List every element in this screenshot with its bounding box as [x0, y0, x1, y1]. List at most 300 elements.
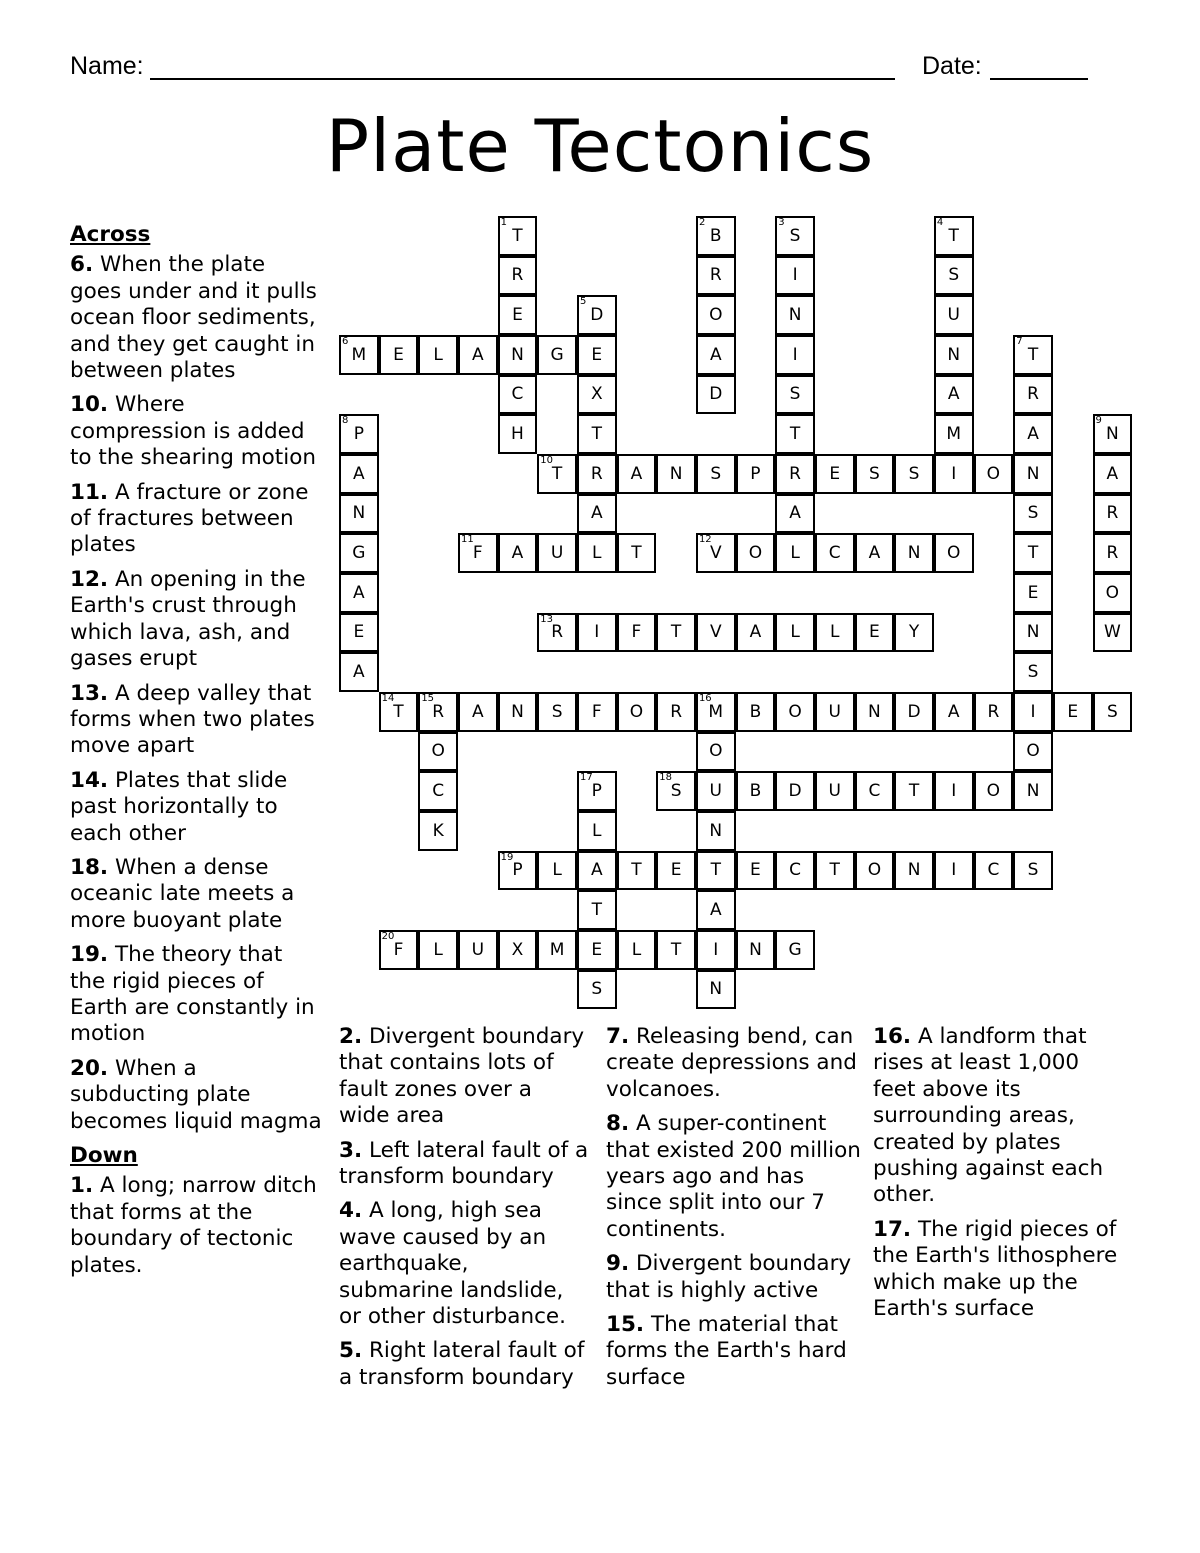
- clue-number: 12.: [70, 566, 109, 592]
- crossword-cell[interactable]: [458, 692, 498, 732]
- crossword-cell[interactable]: [934, 335, 974, 375]
- clue-across-6: [70, 252, 322, 384]
- crossword-cell[interactable]: [736, 692, 776, 732]
- crossword-cell[interactable]: [775, 335, 815, 375]
- crossword-cell[interactable]: [1013, 851, 1053, 891]
- cell-letter: N: [907, 860, 921, 881]
- clue-number: 11.: [70, 479, 109, 505]
- crossword-cell[interactable]: [577, 533, 617, 573]
- cell-letter: R: [987, 701, 1000, 722]
- cell-letter: A: [353, 582, 365, 603]
- crossword-cell[interactable]: [617, 692, 657, 732]
- crossword-cell[interactable]: [1013, 533, 1053, 573]
- crossword-cell[interactable]: [418, 811, 458, 851]
- crossword-cell[interactable]: [855, 692, 895, 732]
- cell-number: 15: [421, 692, 435, 704]
- crossword-cell[interactable]: [815, 771, 855, 811]
- crossword-cell[interactable]: [1013, 692, 1053, 732]
- crossword-cell[interactable]: [379, 692, 419, 732]
- cell-letter: N: [868, 701, 881, 722]
- crossword-cell[interactable]: [656, 613, 696, 653]
- clue-number: 7.: [606, 1024, 630, 1049]
- crossword-cell[interactable]: [498, 375, 538, 415]
- cell-letter: V: [709, 543, 722, 564]
- crossword-cell[interactable]: [696, 256, 736, 296]
- crossword-cell[interactable]: [1093, 533, 1133, 573]
- cell-letter: N: [709, 820, 723, 841]
- cell-letter: N: [947, 344, 961, 365]
- cell-letter: C: [432, 781, 445, 802]
- cell-letter: Y: [908, 622, 920, 643]
- cell-letter: A: [1027, 424, 1039, 445]
- crossword-cell[interactable]: [339, 335, 379, 375]
- crossword-cell[interactable]: [934, 454, 974, 494]
- crossword-cell[interactable]: [934, 533, 974, 573]
- crossword-cell[interactable]: [418, 930, 458, 970]
- clue-text: The theory that the rigid pieces of Earth are constantly in motion: [70, 942, 315, 1047]
- crossword-cell[interactable]: [775, 414, 815, 454]
- cell-letter: I: [792, 344, 798, 365]
- crossword-cell[interactable]: [1053, 692, 1093, 732]
- cell-letter: T: [512, 225, 523, 246]
- cell-letter: G: [352, 543, 366, 564]
- cell-letter: P: [512, 860, 523, 881]
- cell-number: 13: [540, 613, 554, 625]
- crossword-cell[interactable]: [498, 335, 538, 375]
- crossword-cell[interactable]: [339, 454, 379, 494]
- clue-text: Where compression is added to the shearing motion: [70, 392, 316, 471]
- cell-number: 11: [460, 534, 474, 546]
- crossword-cell[interactable]: [537, 851, 577, 891]
- crossword-cell[interactable]: [379, 930, 419, 970]
- cell-letter: T: [670, 939, 682, 960]
- crossword-cell[interactable]: [458, 335, 498, 375]
- crossword-cell[interactable]: [339, 414, 379, 454]
- cell-number: 7: [1016, 335, 1023, 347]
- cell-letter: N: [788, 305, 802, 326]
- crossword-cell[interactable]: [775, 613, 815, 653]
- crossword-cell[interactable]: [1013, 375, 1053, 415]
- cell-letter: T: [908, 781, 920, 802]
- cell-number: 10: [540, 454, 554, 466]
- crossword-cell[interactable]: [577, 375, 617, 415]
- cell-letter: I: [951, 781, 957, 802]
- clue-down-17: [873, 1217, 1123, 1323]
- crossword-cell[interactable]: [855, 533, 895, 573]
- cell-letter: D: [788, 781, 802, 802]
- crossword-cell[interactable]: [656, 771, 696, 811]
- cell-letter: N: [1026, 781, 1040, 802]
- crossword-cell[interactable]: [498, 216, 538, 256]
- clue-text: Right lateral fault of a transform boundary: [339, 1338, 585, 1390]
- cell-letter: N: [1106, 424, 1119, 445]
- crossword-cell[interactable]: [617, 851, 657, 891]
- cell-letter: D: [590, 305, 604, 326]
- clue-text: Left lateral fault of a transform boundary: [339, 1137, 589, 1190]
- crossword-cell[interactable]: [934, 256, 974, 296]
- cell-number: 2: [698, 217, 706, 228]
- clues-column-4: [873, 1024, 1123, 1330]
- cell-letter: N: [1026, 463, 1040, 484]
- crossword-cell[interactable]: [894, 533, 934, 573]
- clue-text: When a subducting plate becomes liquid magma: [70, 1055, 322, 1134]
- crossword-cell[interactable]: [775, 692, 815, 732]
- crossword-cell[interactable]: [498, 851, 538, 891]
- crossword-cell[interactable]: [934, 414, 974, 454]
- crossword-cell[interactable]: [974, 692, 1014, 732]
- cell-number: 3: [778, 217, 785, 228]
- crossword-cell[interactable]: [894, 851, 934, 891]
- crossword-cell[interactable]: [696, 613, 736, 653]
- crossword-cell[interactable]: [339, 652, 379, 692]
- crossword-cell[interactable]: [855, 851, 895, 891]
- crossword-cell[interactable]: [696, 375, 736, 415]
- cell-letter: B: [709, 225, 722, 246]
- crossword-cell[interactable]: [894, 771, 934, 811]
- crossword-cell[interactable]: [577, 890, 617, 930]
- cell-letter: L: [433, 344, 443, 365]
- crossword-cell[interactable]: [974, 454, 1014, 494]
- crossword-cell[interactable]: [815, 851, 855, 891]
- clue-number: 5.: [339, 1338, 363, 1364]
- clue-text: Plates that slide past horizontally to each other: [70, 767, 288, 846]
- crossword-cell[interactable]: [696, 851, 736, 891]
- down-heading: Down: [70, 1143, 138, 1168]
- cell-letter: A: [590, 503, 603, 524]
- crossword-cell[interactable]: [617, 930, 657, 970]
- cell-letter: O: [748, 543, 763, 564]
- crossword-cell[interactable]: [418, 335, 458, 375]
- crossword-cell[interactable]: [696, 811, 736, 851]
- crossword-cell[interactable]: [696, 295, 736, 335]
- clue-down-9: [606, 1251, 864, 1304]
- crossword-cell[interactable]: [418, 732, 458, 772]
- across-heading: Across: [70, 222, 151, 247]
- cell-letter: U: [709, 781, 722, 802]
- cell-number: 1: [500, 217, 507, 228]
- crossword-cell[interactable]: [894, 613, 934, 653]
- crossword-cell[interactable]: [1013, 454, 1053, 494]
- crossword-cell[interactable]: [696, 454, 736, 494]
- crossword-cell[interactable]: [339, 613, 379, 653]
- cell-letter: S: [1027, 503, 1039, 524]
- clue-number: 3.: [339, 1137, 363, 1163]
- crossword-cell[interactable]: [1093, 573, 1133, 613]
- crossword-cell[interactable]: [577, 613, 617, 653]
- crossword-cell[interactable]: [1013, 652, 1053, 692]
- cell-letter: T: [551, 463, 563, 484]
- cell-letter: T: [631, 860, 642, 881]
- crossword-cell[interactable]: [775, 454, 815, 494]
- cell-letter: R: [1106, 543, 1119, 564]
- crossword-cell[interactable]: [577, 811, 617, 851]
- crossword-cell[interactable]: [736, 771, 776, 811]
- cell-letter: H: [511, 424, 524, 445]
- clue-down-3: [339, 1138, 589, 1191]
- cell-letter: O: [947, 543, 961, 564]
- cell-letter: O: [1026, 741, 1040, 762]
- crossword-cell[interactable]: [855, 771, 895, 811]
- cell-letter: U: [471, 939, 485, 960]
- cell-letter: N: [511, 344, 524, 365]
- cell-letter: N: [907, 543, 921, 564]
- clue-number: 4.: [339, 1198, 363, 1224]
- crossword-cell[interactable]: [696, 533, 736, 573]
- cell-letter: M: [351, 344, 367, 365]
- cell-letter: B: [749, 701, 762, 722]
- crossword-cell[interactable]: [656, 692, 696, 732]
- cell-letter: L: [631, 939, 642, 960]
- cell-letter: E: [670, 860, 682, 881]
- crossword-cell[interactable]: [537, 454, 577, 494]
- crossword-cell[interactable]: [775, 930, 815, 970]
- crossword-cell[interactable]: [577, 414, 617, 454]
- crossword-cell[interactable]: [775, 295, 815, 335]
- clue-number: 17.: [873, 1216, 912, 1242]
- crossword-cell[interactable]: [855, 454, 895, 494]
- crossword-cell[interactable]: [498, 533, 538, 573]
- clue-text: When the plate goes under and it pulls ocean floor sediments, and they get caught in between plates: [70, 252, 317, 384]
- crossword-cell[interactable]: [855, 613, 895, 653]
- crossword-cell[interactable]: [775, 375, 815, 415]
- crossword-cell[interactable]: [537, 335, 577, 375]
- crossword-cell[interactable]: [1013, 573, 1053, 613]
- cell-letter: N: [709, 979, 723, 1000]
- crossword-cell[interactable]: [537, 692, 577, 732]
- cell-number: 14: [381, 692, 395, 704]
- clue-text: A landform that rises at least 1,000 feet above its surrounding areas, created by plates pushing against each other.: [873, 1024, 1104, 1208]
- crossword-cell[interactable]: [1013, 335, 1053, 375]
- crossword-cell[interactable]: [1013, 732, 1053, 772]
- crossword-cell[interactable]: [577, 454, 617, 494]
- cell-letter: D: [709, 384, 723, 405]
- cell-letter: R: [590, 463, 603, 484]
- cell-letter: R: [551, 622, 564, 643]
- crossword-cell[interactable]: [498, 930, 538, 970]
- clue-number: 13.: [70, 680, 109, 706]
- crossword-cell[interactable]: [1093, 494, 1133, 534]
- crossword-cell[interactable]: [1013, 494, 1053, 534]
- crossword-cell[interactable]: [1093, 613, 1133, 653]
- cell-letter: E: [512, 305, 523, 326]
- crossword-cell[interactable]: [815, 613, 855, 653]
- clue-across-20: [70, 1056, 322, 1135]
- cell-letter: R: [1106, 503, 1119, 524]
- crossword-cell[interactable]: [617, 454, 657, 494]
- crossword-cell[interactable]: [1093, 414, 1133, 454]
- crossword-cell[interactable]: [696, 216, 736, 256]
- cell-letter: S: [1106, 701, 1118, 722]
- crossword-cell[interactable]: [736, 851, 776, 891]
- crossword-cell[interactable]: [934, 375, 974, 415]
- clue-number: 18.: [70, 854, 109, 880]
- crossword-cell[interactable]: [617, 533, 657, 573]
- crossword-cell[interactable]: [498, 295, 538, 335]
- crossword-cell[interactable]: [894, 454, 934, 494]
- clue-down-5: [339, 1338, 589, 1391]
- crossword-cell[interactable]: [934, 851, 974, 891]
- cell-letter: S: [1027, 860, 1039, 881]
- crossword-cell[interactable]: [815, 454, 855, 494]
- crossword-cell[interactable]: [1013, 414, 1053, 454]
- clue-number: 15.: [606, 1312, 645, 1338]
- cell-letter: E: [393, 344, 404, 365]
- clue-across-13: [70, 681, 322, 760]
- clue-number: 19.: [70, 942, 109, 968]
- crossword-cell[interactable]: [418, 692, 458, 732]
- cell-letter: A: [353, 463, 365, 484]
- crossword-cell[interactable]: [934, 771, 974, 811]
- crossword-cell[interactable]: [339, 494, 379, 534]
- crossword-cell[interactable]: [934, 295, 974, 335]
- crossword-cell[interactable]: [577, 771, 617, 811]
- crossword-cell[interactable]: [577, 692, 617, 732]
- cell-letter: S: [551, 701, 563, 722]
- cell-letter: S: [789, 384, 801, 405]
- cell-letter: X: [590, 384, 603, 405]
- cell-letter: O: [1105, 582, 1120, 603]
- cell-letter: S: [591, 979, 603, 1000]
- crossword-cell[interactable]: [656, 930, 696, 970]
- crossword-cell[interactable]: [577, 851, 617, 891]
- cell-letter: T: [710, 860, 721, 881]
- crossword-cell[interactable]: [1093, 454, 1133, 494]
- cell-letter: C: [511, 384, 524, 405]
- cell-letter: A: [511, 543, 524, 564]
- crossword-cell[interactable]: [775, 216, 815, 256]
- cell-number: 17: [579, 772, 593, 784]
- crossword-cell[interactable]: [775, 771, 815, 811]
- crossword-cell[interactable]: [815, 533, 855, 573]
- crossword-cell[interactable]: [1013, 613, 1053, 653]
- crossword-cell[interactable]: [577, 295, 617, 335]
- cell-letter: I: [594, 622, 600, 643]
- cell-letter: E: [353, 622, 365, 643]
- crossword-cell[interactable]: [577, 335, 617, 375]
- cell-letter: S: [908, 463, 920, 484]
- clue-text: Divergent boundary that is highly active: [606, 1251, 852, 1303]
- clue-across-12: [70, 567, 322, 673]
- cell-letter: E: [591, 344, 603, 365]
- crossword-cell[interactable]: [577, 930, 617, 970]
- crossword-cell[interactable]: [736, 533, 776, 573]
- crossword-cell[interactable]: [775, 533, 815, 573]
- crossword-cell[interactable]: [656, 851, 696, 891]
- crossword-cell[interactable]: [458, 533, 498, 573]
- crossword-cell[interactable]: [934, 216, 974, 256]
- name-field[interactable]: [150, 78, 895, 80]
- crossword-cell[interactable]: [537, 613, 577, 653]
- crossword-cell[interactable]: [934, 692, 974, 732]
- clue-across-11: [70, 480, 322, 559]
- crossword-cell[interactable]: [775, 494, 815, 534]
- crossword-cell[interactable]: [696, 692, 736, 732]
- crossword-cell[interactable]: [418, 771, 458, 811]
- cell-letter: T: [789, 424, 801, 445]
- cell-letter: O: [431, 741, 445, 762]
- cell-letter: E: [1067, 701, 1079, 722]
- crossword-cell[interactable]: [577, 494, 617, 534]
- crossword-cell[interactable]: [894, 692, 934, 732]
- crossword-cell[interactable]: [696, 930, 736, 970]
- crossword-cell[interactable]: [775, 851, 815, 891]
- crossword-cell[interactable]: [577, 970, 617, 1010]
- crossword-cell[interactable]: [974, 851, 1014, 891]
- crossword-cell[interactable]: [696, 335, 736, 375]
- cell-letter: S: [1027, 662, 1039, 683]
- cell-number: 8: [342, 415, 349, 427]
- cell-letter: E: [829, 463, 841, 484]
- crossword-cell[interactable]: [339, 573, 379, 613]
- crossword-cell[interactable]: [379, 335, 419, 375]
- cell-letter: O: [629, 701, 644, 722]
- crossword-cell[interactable]: [696, 732, 736, 772]
- crossword-cell[interactable]: [696, 771, 736, 811]
- crossword-cell[interactable]: [656, 454, 696, 494]
- date-label: Date:: [922, 52, 982, 80]
- cell-letter: L: [829, 622, 840, 643]
- cell-letter: N: [352, 503, 366, 524]
- crossword-cell[interactable]: [339, 533, 379, 573]
- crossword-cell[interactable]: [1013, 771, 1053, 811]
- crossword-cell[interactable]: [498, 692, 538, 732]
- date-field[interactable]: [990, 78, 1088, 80]
- cell-letter: T: [1027, 344, 1039, 365]
- cell-letter: I: [1030, 701, 1036, 722]
- cell-letter: V: [709, 622, 722, 643]
- crossword-cell[interactable]: [736, 930, 776, 970]
- cell-letter: G: [550, 344, 564, 365]
- cell-letter: T: [670, 622, 682, 643]
- cell-letter: R: [432, 701, 445, 722]
- crossword-cell[interactable]: [974, 771, 1014, 811]
- cell-letter: U: [828, 701, 841, 722]
- crossword-cell[interactable]: [537, 930, 577, 970]
- clue-text: The rigid pieces of the Earth's lithosphere which make up the Earth's surface: [873, 1216, 1118, 1322]
- crossword-cell[interactable]: [1093, 692, 1133, 732]
- cell-letter: A: [353, 662, 365, 683]
- crossword-cell[interactable]: [498, 256, 538, 296]
- cell-letter: X: [511, 939, 524, 960]
- crossword-cell[interactable]: [696, 970, 736, 1010]
- cell-letter: C: [789, 860, 802, 881]
- clues-column-3: [606, 1024, 864, 1399]
- cell-letter: A: [471, 701, 484, 722]
- cell-letter: F: [591, 701, 602, 722]
- cell-letter: L: [552, 860, 562, 881]
- crossword-cell[interactable]: [775, 256, 815, 296]
- cell-letter: T: [591, 900, 602, 921]
- cell-number: 20: [381, 930, 395, 942]
- crossword-cell[interactable]: [736, 613, 776, 653]
- crossword-cell[interactable]: [617, 613, 657, 653]
- cell-letter: F: [631, 622, 642, 643]
- clue-number: 8.: [606, 1111, 630, 1137]
- cell-number: 6: [342, 335, 349, 347]
- cell-letter: M: [549, 939, 565, 960]
- crossword-cell[interactable]: [696, 890, 736, 930]
- clue-text: A fracture or zone of fractures between plates: [70, 479, 309, 558]
- crossword-cell[interactable]: [815, 692, 855, 732]
- clue-text: An opening in the Earth's crust through which lava, ash, and gases erupt: [70, 566, 306, 672]
- crossword-cell[interactable]: [498, 414, 538, 454]
- crossword-cell[interactable]: [537, 533, 577, 573]
- cell-letter: D: [907, 701, 921, 722]
- clue-down-8: [606, 1111, 864, 1243]
- cell-letter: F: [472, 543, 483, 564]
- crossword-cell[interactable]: [458, 930, 498, 970]
- crossword-cell[interactable]: [736, 454, 776, 494]
